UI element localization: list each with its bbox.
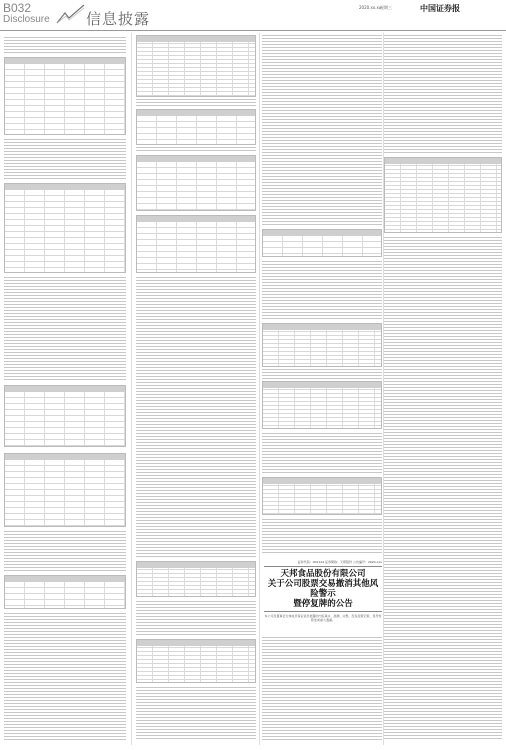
title-rule	[264, 611, 382, 612]
column-4	[384, 33, 502, 745]
board-statement: 本公司及董事会全体成员保证信息披露的内容真实、准确、完整，没有虚假记载、误导性陈述或重大遗漏。	[264, 614, 382, 622]
section-name-cn: 信息披露	[86, 10, 151, 28]
data-table	[136, 155, 256, 211]
data-table	[262, 381, 382, 429]
data-table	[4, 385, 126, 447]
text-paragraph	[4, 277, 126, 381]
text-paragraph	[262, 519, 382, 555]
column-3	[262, 33, 382, 745]
issue-weekday: 星期三	[380, 5, 392, 10]
text-paragraph	[136, 99, 256, 107]
newspaper-masthead: 中国证券报	[420, 3, 460, 13]
data-table	[136, 35, 256, 97]
data-table	[4, 183, 126, 273]
text-paragraph	[262, 35, 382, 225]
data-table	[262, 323, 382, 367]
text-paragraph	[136, 147, 256, 153]
announcement-subtitle: 暨停复牌的公告	[293, 599, 353, 609]
data-table	[4, 57, 126, 135]
title-rule	[264, 566, 382, 567]
data-table	[136, 639, 256, 683]
text-paragraph	[136, 687, 256, 741]
issue-date: 2020.xx.xx	[359, 5, 382, 10]
announcement-company: 天邦食品股份有限公司	[280, 569, 366, 579]
header-rule	[0, 30, 506, 31]
text-paragraph	[262, 637, 382, 741]
column-2	[136, 33, 256, 745]
data-table	[4, 453, 126, 527]
page-code: B032	[3, 1, 32, 15]
data-table	[384, 157, 502, 233]
data-table	[262, 229, 382, 257]
section-name-en: Disclosure	[3, 14, 50, 25]
announcement-title: 关于公司股票交易撤消其他风险警示	[267, 579, 379, 599]
text-paragraph	[4, 139, 126, 179]
text-paragraph	[384, 237, 502, 741]
data-table	[136, 109, 256, 145]
column-divider	[131, 33, 132, 745]
data-table	[136, 215, 256, 273]
text-paragraph	[136, 277, 256, 557]
data-table	[4, 575, 126, 609]
stock-code-line: 证券代码：002124 证券简称：天邦股份 公告编号：2020-xxx	[297, 560, 382, 564]
text-paragraph	[136, 601, 256, 637]
text-paragraph	[384, 35, 502, 153]
text-paragraph	[262, 261, 382, 319]
column-divider	[259, 33, 260, 745]
data-table	[262, 477, 382, 515]
text-paragraph	[262, 433, 382, 473]
page-header	[0, 0, 506, 30]
text-paragraph	[262, 369, 382, 379]
text-paragraph	[4, 531, 126, 571]
column-1	[4, 33, 126, 745]
data-table	[136, 561, 256, 597]
text-paragraph	[4, 613, 126, 741]
text-paragraph	[4, 37, 126, 53]
announcement-title-block	[264, 560, 382, 622]
swoosh-icon	[56, 4, 86, 24]
